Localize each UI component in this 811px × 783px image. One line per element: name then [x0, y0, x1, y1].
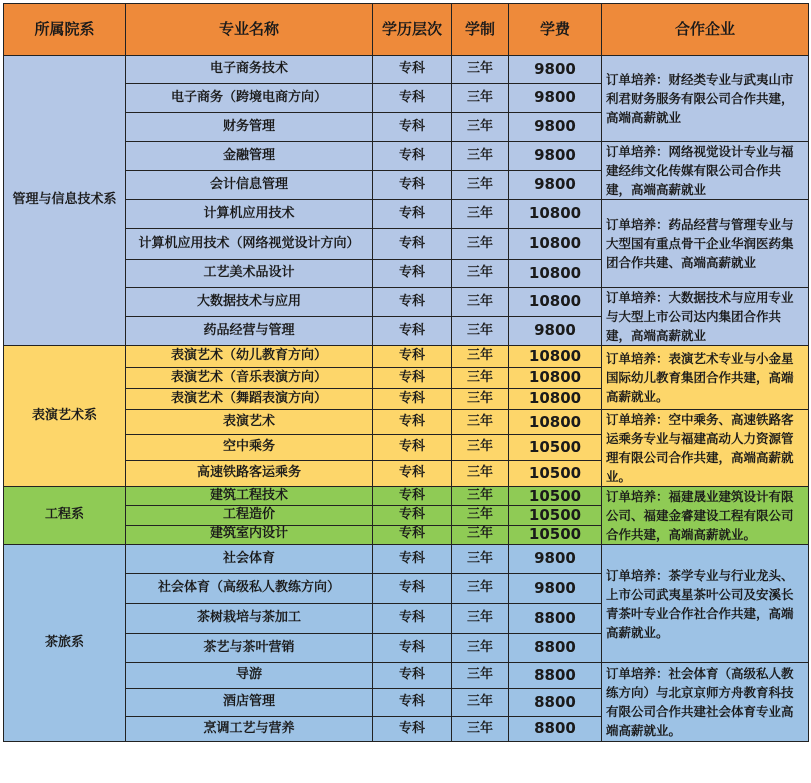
level-cell: 专科	[373, 346, 452, 368]
duration-cell: 三年	[452, 545, 509, 574]
major-name: 酒店管理	[126, 689, 373, 717]
level-cell: 专科	[373, 84, 452, 113]
level-cell: 专科	[373, 410, 452, 435]
level-cell: 专科	[373, 717, 452, 742]
major-name: 茶艺与茶叶营销	[126, 634, 373, 663]
fee-cell: 10800	[509, 200, 602, 229]
fee-cell: 10800	[509, 288, 602, 317]
level-cell: 专科	[373, 545, 452, 574]
duration-cell: 三年	[452, 317, 509, 346]
fee-cell: 10500	[509, 435, 602, 460]
level-cell: 专科	[373, 113, 452, 142]
duration-cell: 三年	[452, 506, 509, 525]
department-engineering: 工程系	[4, 487, 126, 545]
major-name: 导游	[126, 663, 373, 689]
fee-cell: 9800	[509, 84, 602, 113]
major-name: 电子商务（跨境电商方向）	[126, 84, 373, 113]
major-name: 表演艺术（音乐表演方向）	[126, 368, 373, 389]
level-cell: 专科	[373, 142, 452, 171]
fee-cell: 10800	[509, 389, 602, 410]
duration-cell: 三年	[452, 717, 509, 742]
partner-note: 订单培养：社会体育（高级私人教练方向）与北京京师方舟教育科技有限公司合作共建社会体育专业高端高薪就业。	[602, 663, 809, 742]
major-name: 建筑室内设计	[126, 525, 373, 544]
major-name: 会计信息管理	[126, 171, 373, 200]
major-name: 金融管理	[126, 142, 373, 171]
major-name: 工程造价	[126, 506, 373, 525]
major-name: 表演艺术	[126, 410, 373, 435]
duration-cell: 三年	[452, 171, 509, 200]
major-name: 财务管理	[126, 113, 373, 142]
department-management: 管理与信息技术系	[4, 56, 126, 346]
major-name: 茶树栽培与茶加工	[126, 604, 373, 634]
major-name: 计算机应用技术（网络视觉设计方向）	[126, 229, 373, 260]
fee-cell: 10500	[509, 525, 602, 544]
fee-cell: 9800	[509, 56, 602, 84]
partner-note: 订单培养：网络视觉设计专业与福建经纬文化传媒有限公司合作共建，高端高薪就业	[602, 142, 809, 200]
duration-cell: 三年	[452, 410, 509, 435]
duration-cell: 三年	[452, 663, 509, 689]
department-tea-tourism: 茶旅系	[4, 545, 126, 742]
fee-cell: 9800	[509, 545, 602, 574]
header-fee: 学费	[509, 4, 602, 56]
fee-cell: 10500	[509, 487, 602, 506]
level-cell: 专科	[373, 604, 452, 634]
major-name: 表演艺术（舞蹈表演方向）	[126, 389, 373, 410]
duration-cell: 三年	[452, 229, 509, 260]
level-cell: 专科	[373, 574, 452, 604]
table-row	[4, 487, 809, 506]
partner-note: 订单培养：空中乘务、高速铁路客运乘务专业与福建高动人力资源管理有限公司合作共建，高端高薪就业。	[602, 410, 809, 487]
major-name: 药品经营与管理	[126, 317, 373, 346]
table-row	[4, 56, 809, 84]
level-cell: 专科	[373, 389, 452, 410]
fee-cell: 9800	[509, 113, 602, 142]
major-name: 社会体育	[126, 545, 373, 574]
table-row	[4, 545, 809, 574]
fee-cell: 8800	[509, 663, 602, 689]
duration-cell: 三年	[452, 142, 509, 171]
fee-cell: 8800	[509, 689, 602, 717]
majors-table	[3, 3, 809, 742]
major-name: 空中乘务	[126, 435, 373, 460]
fee-cell: 10800	[509, 229, 602, 260]
partner-note: 订单培养：表演艺术专业与小金星国际幼儿教育集团合作共建，高端高薪就业。	[602, 346, 809, 410]
header-department: 所属院系	[4, 4, 126, 56]
duration-cell: 三年	[452, 200, 509, 229]
major-name: 烹调工艺与营养	[126, 717, 373, 742]
level-cell: 专科	[373, 435, 452, 460]
level-cell: 专科	[373, 525, 452, 544]
duration-cell: 三年	[452, 525, 509, 544]
level-cell: 专科	[373, 506, 452, 525]
duration-cell: 三年	[452, 346, 509, 368]
level-cell: 专科	[373, 317, 452, 346]
duration-cell: 三年	[452, 435, 509, 460]
level-cell: 专科	[373, 288, 452, 317]
fee-cell: 9800	[509, 317, 602, 346]
level-cell: 专科	[373, 229, 452, 260]
partner-note: 订单培养：药品经营与管理专业与大型国有重点骨干企业华润医药集团合作共建、高端高薪就业	[602, 200, 809, 288]
fee-cell: 10500	[509, 460, 602, 486]
duration-cell: 三年	[452, 574, 509, 604]
level-cell: 专科	[373, 663, 452, 689]
partner-note: 订单培养：财经类专业与武夷山市利君财务服务有限公司合作共建，高端高薪就业	[602, 56, 809, 142]
duration-cell: 三年	[452, 634, 509, 663]
major-name: 社会体育（高级私人教练方向）	[126, 574, 373, 604]
duration-cell: 三年	[452, 288, 509, 317]
header-level: 学历层次	[373, 4, 452, 56]
major-name: 计算机应用技术	[126, 200, 373, 229]
level-cell: 专科	[373, 689, 452, 717]
fee-cell: 10800	[509, 368, 602, 389]
duration-cell: 三年	[452, 689, 509, 717]
level-cell: 专科	[373, 634, 452, 663]
duration-cell: 三年	[452, 487, 509, 506]
major-name: 电子商务技术	[126, 56, 373, 84]
header-major: 专业名称	[126, 4, 373, 56]
major-name: 表演艺术（幼儿教育方向）	[126, 346, 373, 368]
duration-cell: 三年	[452, 113, 509, 142]
header-partner: 合作企业	[602, 4, 809, 56]
table-body	[4, 56, 809, 742]
level-cell: 专科	[373, 200, 452, 229]
level-cell: 专科	[373, 260, 452, 288]
level-cell: 专科	[373, 171, 452, 200]
major-name: 大数据技术与应用	[126, 288, 373, 317]
level-cell: 专科	[373, 460, 452, 486]
fee-cell: 8800	[509, 634, 602, 663]
major-name: 工艺美术品设计	[126, 260, 373, 288]
level-cell: 专科	[373, 368, 452, 389]
duration-cell: 三年	[452, 260, 509, 288]
fee-cell: 8800	[509, 604, 602, 634]
fee-cell: 10800	[509, 346, 602, 368]
major-name: 建筑工程技术	[126, 487, 373, 506]
duration-cell: 三年	[452, 56, 509, 84]
duration-cell: 三年	[452, 604, 509, 634]
department-performing-arts: 表演艺术系	[4, 346, 126, 487]
partner-note: 订单培养：福建晟业建筑设计有限公司、福建金睿建设工程有限公司合作共建，高端高薪就业。	[602, 487, 809, 545]
level-cell: 专科	[373, 56, 452, 84]
fee-cell: 9800	[509, 574, 602, 604]
fee-cell: 10800	[509, 260, 602, 288]
header-row	[4, 4, 809, 56]
header-duration: 学制	[452, 4, 509, 56]
fee-cell: 10500	[509, 506, 602, 525]
duration-cell: 三年	[452, 84, 509, 113]
partner-note: 订单培养：茶学专业与行业龙头、上市公司武夷星茶叶公司及安溪长青茶叶专业合作社合作共建，高端高薪就业。	[602, 545, 809, 663]
fee-cell: 9800	[509, 142, 602, 171]
fee-cell: 9800	[509, 171, 602, 200]
fee-cell: 8800	[509, 717, 602, 742]
duration-cell: 三年	[452, 368, 509, 389]
major-name: 高速铁路客运乘务	[126, 460, 373, 486]
level-cell: 专科	[373, 487, 452, 506]
table-row	[4, 346, 809, 368]
duration-cell: 三年	[452, 389, 509, 410]
duration-cell: 三年	[452, 460, 509, 486]
partner-note: 订单培养：大数据技术与应用专业与大型上市公司达内集团合作共建，高端高薪就业	[602, 288, 809, 346]
fee-cell: 10800	[509, 410, 602, 435]
